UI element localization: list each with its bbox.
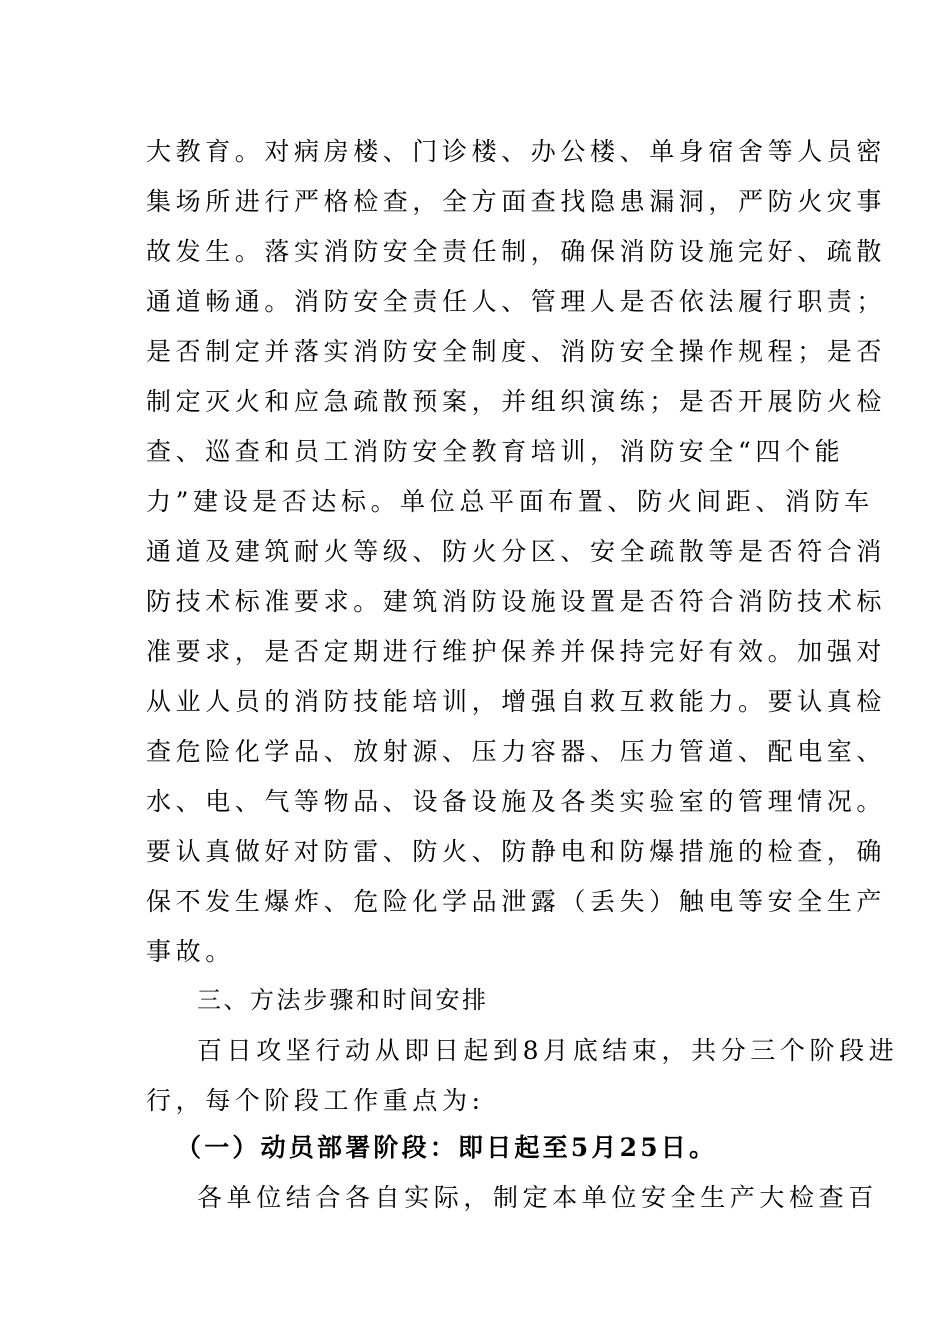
body-text-line: 保不发生爆炸、危险化学品泄露（丢失）触电等安全生产 — [146, 887, 887, 916]
body-text-line: 通道及建筑耐火等级、防火分区、安全疏散等是否符合消 — [146, 537, 887, 566]
body-text-line: 集场所进行严格检查，全方面查找隐患漏洞，严防火灾事 — [146, 187, 887, 216]
subheading: （一）动员部署阶段：即日起至5月25日。 — [176, 1133, 718, 1162]
body-text-line: 查、巡查和员工消防安全教育培训，消防安全“四个能 — [146, 437, 845, 466]
body-text-line: 各单位结合各自实际，制定本单位安全生产大检查百 — [197, 1183, 878, 1212]
body-text-line: 准要求，是否定期进行维护保养并保持完好有效。加强对 — [146, 637, 887, 666]
body-text-line: 大教育。对病房楼、门诊楼、办公楼、单身宿舍等人员密 — [146, 137, 887, 166]
body-text-line: 通道畅通。消防安全责任人、管理人是否依法履行职责； — [146, 287, 887, 316]
body-text-line: 要认真做好对防雷、防火、防静电和防爆措施的检查，确 — [146, 837, 887, 866]
body-text-line: 制定灭火和应急疏散预案，并组织演练；是否开展防火检 — [146, 387, 887, 416]
body-text-line: 行，每个阶段工作重点为: — [146, 1086, 485, 1115]
body-text-line: 防技术标准要求。建筑消防设施设置是否符合消防技术标 — [146, 587, 887, 616]
body-text-line: 从业人员的消防技能培训，增强自救互救能力。要认真检 — [146, 687, 887, 716]
body-text-line: 查危险化学品、放射源、压力容器、压力管道、配电室、 — [146, 737, 887, 766]
section-heading: 三、方法步骤和时间安排 — [197, 986, 489, 1014]
body-text-line: 力”建设是否达标。单位总平面布置、防火间距、消防车 — [146, 487, 874, 516]
body-text-line: 百日攻坚行动从即日起到8月底结束，共分三个阶段进 — [197, 1036, 899, 1065]
body-text-line: 事故。 — [146, 937, 235, 966]
body-text-line: 故发生。落实消防安全责任制，确保消防设施完好、疏散 — [146, 237, 887, 266]
body-text-line: 是否制定并落实消防安全制度、消防安全操作规程；是否 — [146, 337, 887, 366]
body-text-line: 水、电、气等物品、设备设施及各类实验室的管理情况。 — [146, 787, 887, 816]
